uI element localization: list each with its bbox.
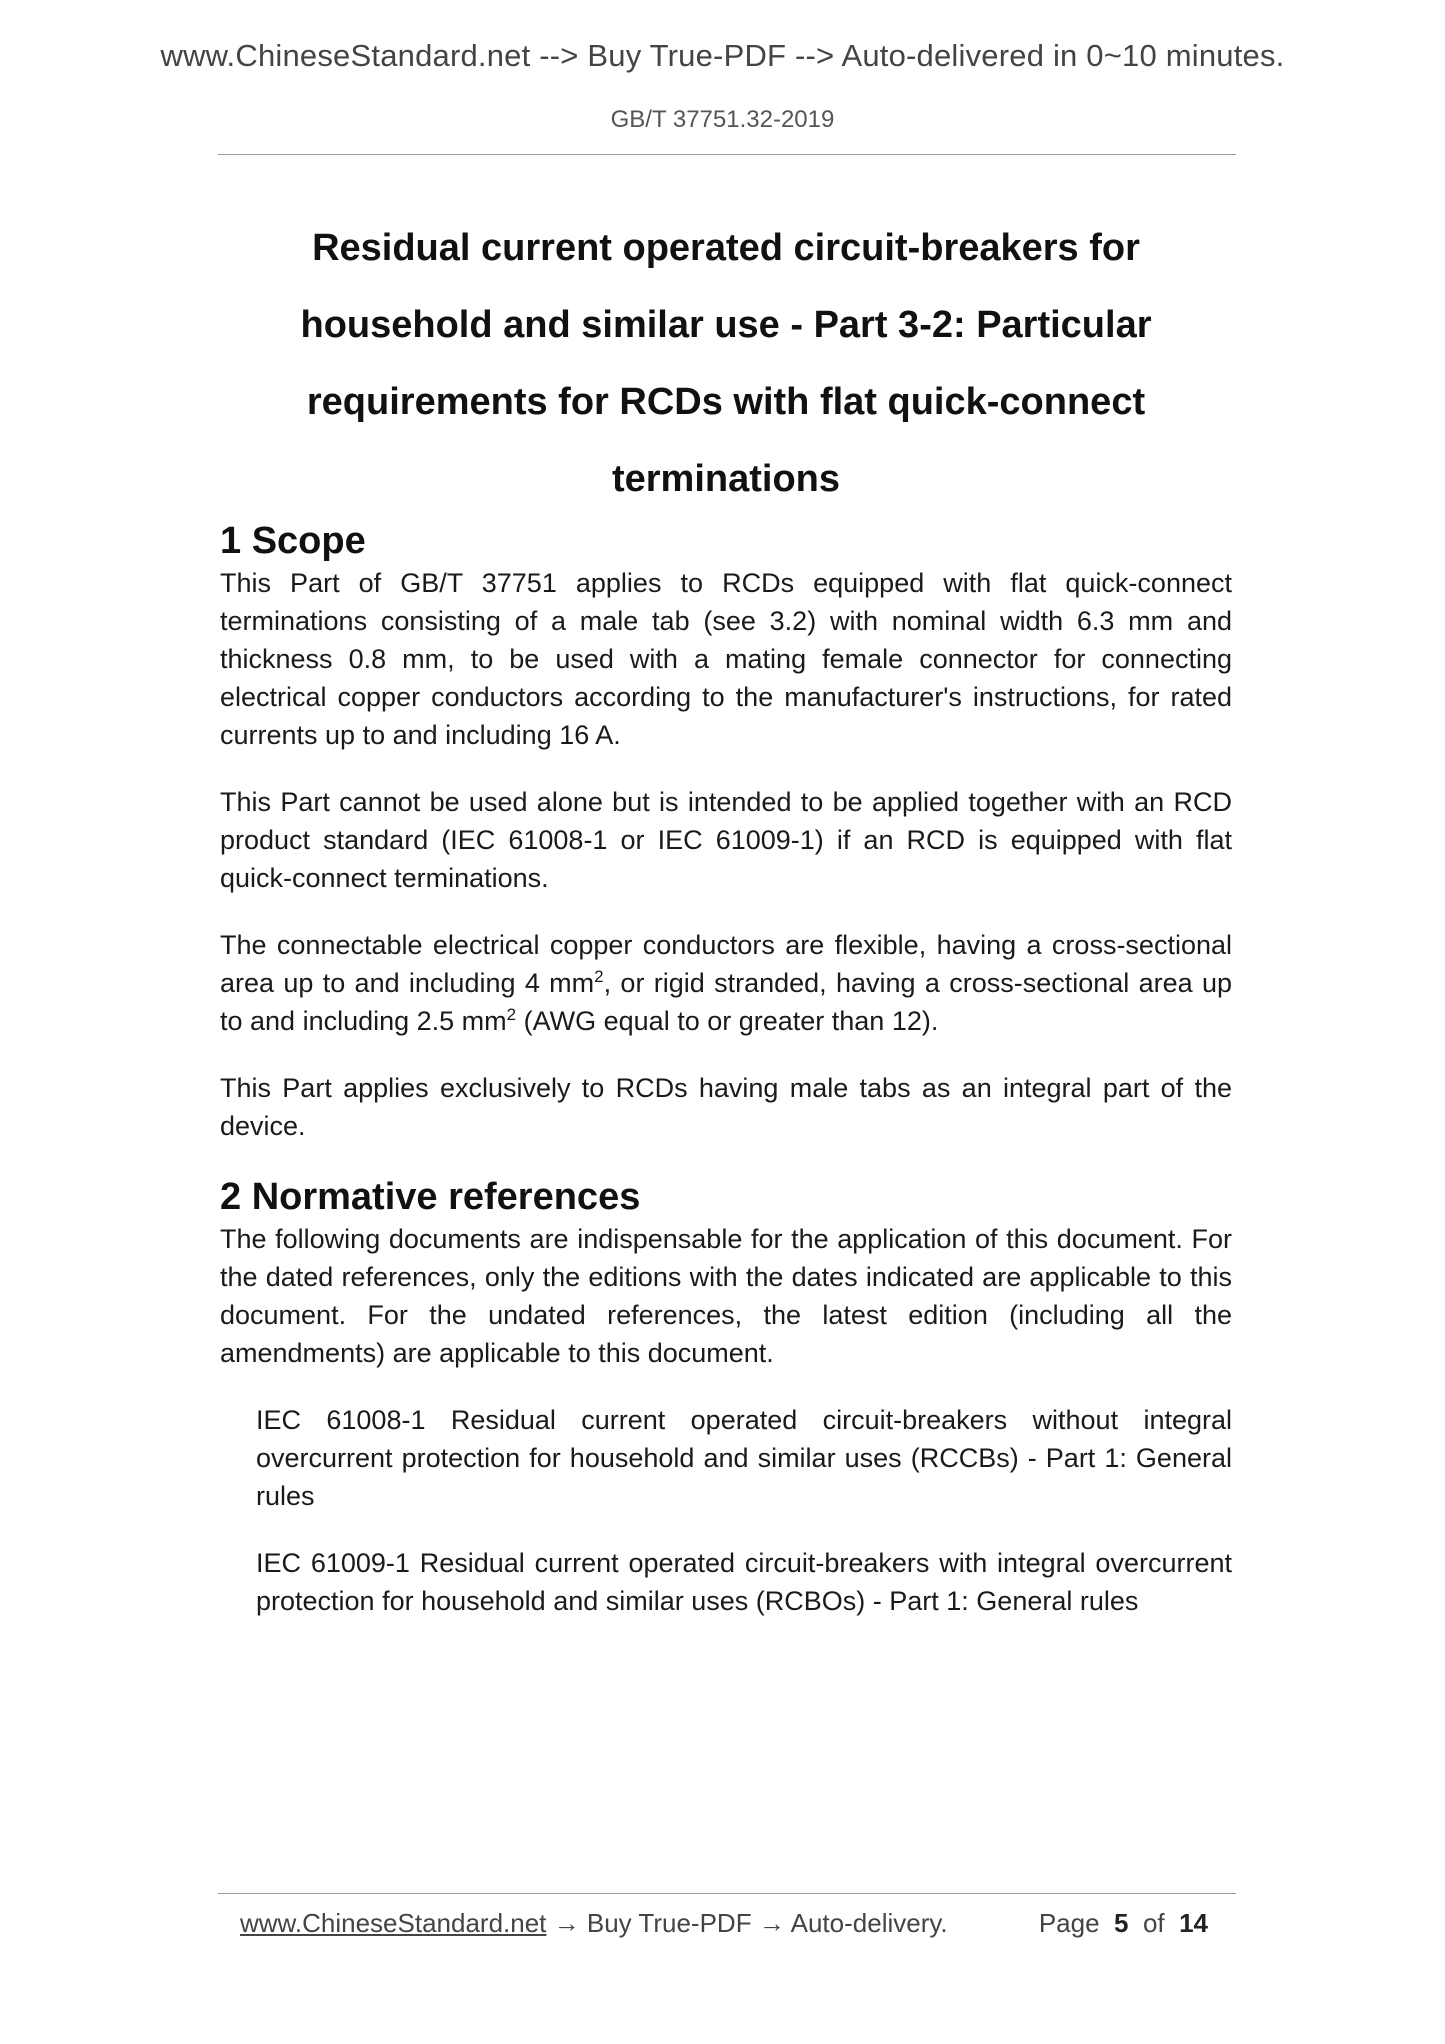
scope-paragraph: This Part cannot be used alone but is intended to be applied together with an RCD product standard (IEC 61008-1 or IEC 61009-1) if an RCD is equipped with flat quick-connect terminations. [220,787,1232,893]
page-total: 14 [1179,1908,1208,1938]
page-indicator [1039,1908,1208,1939]
page-of: of [1142,1908,1165,1938]
title-line: requirements for RCDs with flat quick-connect [306,381,1146,423]
conductors-text: , or rigid stranded, having a cross-sectional area up to and including 2.5 mm [220,968,1232,1036]
references-intro-paragraph: The following documents are indispensable for the application of this document. For the dated references, only the editions with the dates indicated are applicable to this document. For the undated references, the latest edition (including all the amendments) are applicable to this document. [220,1224,1232,1368]
header-divider [218,154,1236,155]
superscript: 2 [506,1005,517,1024]
standard-code: GB/T 37751.32-2019 [610,106,835,133]
footer-text: Buy True-PDF [586,1908,752,1938]
conductors-paragraph [220,926,1232,1040]
superscript: 2 [594,967,604,986]
document-title [220,210,1232,518]
scope-paragraph: This Part of GB/T 37751 applies to RCDs equipped with flat quick-connect terminations consisting of a male tab (see 3.2) with nominal width 6.3 mm and thickness 0.8 mm, to be used with a mating female connector for connecting electrical copper conductors according to the manufacturer's instructions, for rated currents up to and including 16 A. [220,568,1232,750]
arrow-right-icon: → [553,1908,580,1938]
footer-text: Auto-delivery. [790,1908,948,1938]
reference-item: IEC 61009-1 Residual current operated circuit-breakers with integral overcurrent protection for household and similar uses (RCBOs) - Part 1: General rules [256,1548,1232,1616]
section-heading-scope: 1 Scope [220,520,366,562]
page-label: Page [1038,1908,1100,1938]
document-body [220,210,1232,1649]
title-line: terminations [611,458,841,500]
conductors-text: The connectable electrical copper conductors are flexible, having a cross-sectional area up to and including 4 mm [220,930,1232,998]
arrow-right-icon: → [758,1908,785,1938]
site-banner: www.ChineseStandard.net --> Buy True-PDF --> Auto-delivered in 0~10 minutes. [160,38,1285,73]
footer-site-link[interactable]: www.ChineseStandard.net [240,1908,547,1938]
section-heading-normative-references: 2 Normative references [220,1176,641,1218]
title-line: Residual current operated circuit-breakers for [312,227,1140,269]
page-footer [240,1908,1220,1939]
footer-divider [218,1893,1236,1894]
reference-item: IEC 61008-1 Residual current operated circuit-breakers without integral overcurrent protection for household and similar uses (RCCBs) - Part 1: General rules [256,1405,1232,1511]
conductors-text: (AWG equal to or greater than 12). [516,1006,939,1036]
title-line: household and similar use - Part 3-2: Particular [300,304,1152,346]
scope-paragraph: This Part applies exclusively to RCDs having male tabs as an integral part of the device. [220,1073,1232,1141]
page-current: 5 [1114,1908,1129,1938]
